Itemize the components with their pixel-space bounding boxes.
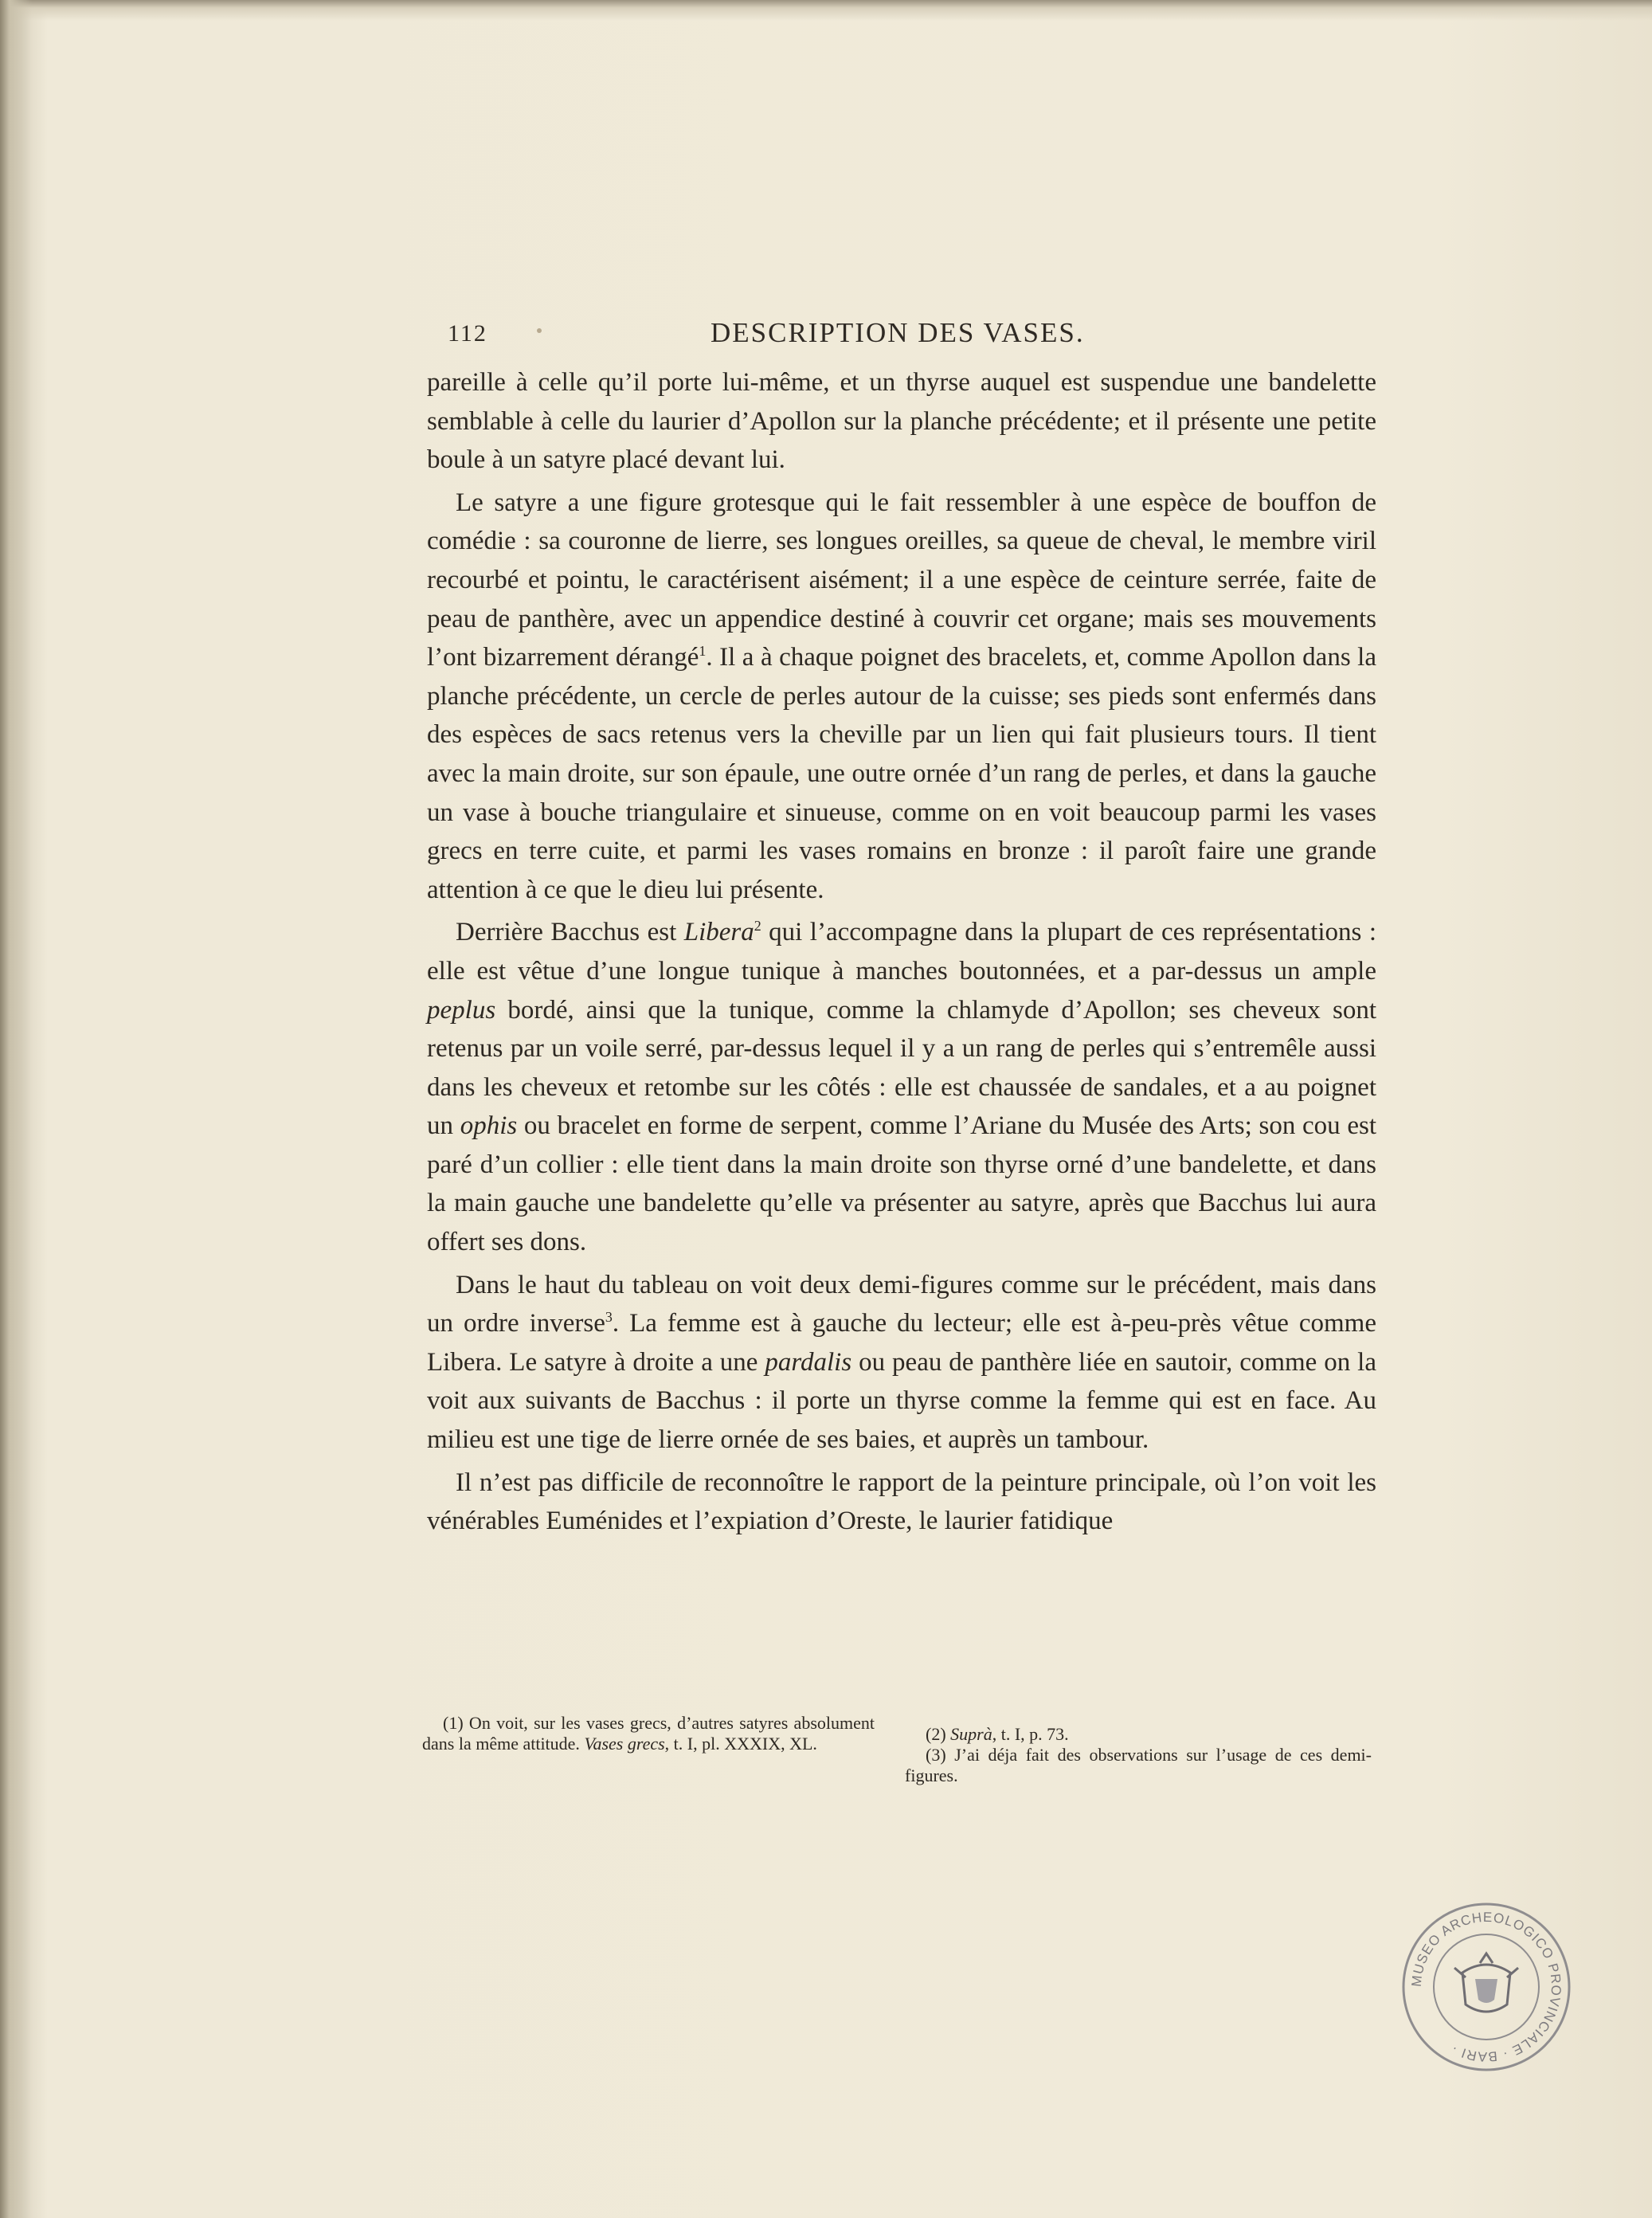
museum-stamp — [1399, 1899, 1574, 2075]
paragraph-4 — [427, 1266, 1376, 1460]
page-header — [448, 315, 1370, 355]
paragraph-1 — [427, 363, 1376, 480]
footnote-1 — [422, 1713, 875, 1754]
italic-peplus: peplus — [427, 995, 496, 1025]
footnote-1-italic: Vases grecs — [584, 1734, 665, 1754]
italic-ophis: ophis — [460, 1111, 518, 1141]
paragraph-2 — [427, 484, 1376, 910]
footnote-2-italic: Suprà — [950, 1724, 992, 1744]
footnote-3-text: (3) J’ai déja fait des observations sur l’usage de ces demi-figures. — [905, 1745, 1372, 1785]
footnote-ref-2: 2 — [754, 918, 761, 935]
paragraph-3-text-a: Derrière Bacchus est — [456, 918, 684, 947]
paragraph-3-text-d: ou bracelet en forme de serpent, comme l’Ariane du Musée des Arts; son cou est paré d’un collier : elle tient dans la main droite son thyrse orné d’une bandelette, et dans la main gauche une bandelette qu’elle va présenter au satyre, après que Bacchus lui aura offert ses dons. — [427, 1111, 1377, 1257]
footnote-2-text-a: (2) — [926, 1724, 951, 1744]
paragraph-3-text-c: bordé, ainsi que la tunique, comme la chlamyde d’Apollon; ses cheveux sont retenus par un voile serré, par-dessus lequel il y a un rang de perles qui s’entremêle aussi dans les cheveux et retombe sur les côtés : elle est chaussée de sandales, et a au poignet un — [427, 995, 1376, 1141]
footnotes-right-column — [905, 1724, 1372, 1786]
footnotes — [422, 1713, 1370, 1801]
italic-pardalis: pardalis — [765, 1347, 852, 1377]
body-text — [427, 363, 1376, 1545]
paragraph-4-text-b: . La femme est à gauche du lecteur; elle est à-peu-près vêtue comme Libera. Le satyre à droite a une — [427, 1309, 1376, 1377]
page-binding-edge — [0, 0, 32, 2218]
footnote-2-text-b: , t. I, p. 73. — [992, 1724, 1069, 1744]
paragraph-2-text-b: . Il a à chaque poignet des bracelets, et, comme Apollon dans la planche précédente, un cercle de perles autour de la cuisse; ses pieds sont enfermés dans des espèces de sacs retenus vers la cheville par un lien qui fait plusieurs tours. Il tient avec la main droite, sur son épaule, une outre ornée d’un rang de perles, et dans la gauche un vase à bouche triangulaire et sinueuse, comme on en voit beaucoup parmi les vases grecs en terre cuite, et parmi les vases romains en bronze : il paroît faire une grande attention à ce que le dieu lui présente. — [427, 643, 1376, 904]
footnote-1-text-a: (1) On voit, sur les vases grecs, d’autres satyres absolument dans la même attitude. — [422, 1713, 875, 1754]
footnote-ref-3: 3 — [605, 1309, 613, 1326]
paragraph-5-text: Il n’est pas difficile de reconnoître le rapport de la peinture principale, où l’on voit les vénérables Euménides et l’expiation d’Oreste, le laurier fatidique — [427, 1468, 1376, 1536]
italic-libera: Libera — [683, 918, 754, 947]
footnote-1-text-b: , t. I, pl. XXXIX, XL. — [664, 1734, 817, 1754]
paragraph-3-text-b: qui l’accompagne dans la plupart de ces représentations : elle est vêtue d’une longue tunique à manches boutonnées, et a par-dessus un ample — [427, 918, 1376, 986]
paragraph-2-text-a: Le satyre a une figure grotesque qui le fait ressembler à une espèce de bouffon de comédie : sa couronne de lierre, ses longues oreilles, sa queue de cheval, le membre viril recourbé et pointu, le caractérisent aisément; il a une espèce de ceinture serrée, faite de peau de panthère, avec un appendice destiné à couvrir cet organe; mais ses mouvements l’ont bizarrement dérangé — [427, 488, 1376, 672]
footnote-ref-1: 1 — [699, 643, 707, 660]
paragraph-4-text-c: ou peau de panthère liée en sautoir, comme on la voit aux suivants de Bacchus : il porte un thyrse comme la femme qui est en face. Au milieu est une tige de lierre ornée de ses baies, et auprès un tambour. — [427, 1347, 1376, 1455]
stamp-text: MUSEO ARCHEOLOGICO PROVINCIALE · BARI · — [1408, 1909, 1564, 2065]
footnotes-left-column — [422, 1713, 875, 1754]
dot-ornament — [537, 328, 542, 333]
paragraph-3 — [427, 913, 1376, 1261]
paragraph-4-text-a: Dans le haut du tableau on voit deux demi-figures comme sur le précédent, mais dans un ordre inverse — [427, 1270, 1376, 1338]
footnote-2 — [905, 1724, 1372, 1745]
running-title: DESCRIPTION DES VASES. — [711, 317, 1085, 348]
coat-of-arms-emblem — [1454, 1953, 1518, 2012]
footnote-3 — [905, 1745, 1372, 1786]
page-top-shadow — [0, 0, 1652, 21]
paragraph-5 — [427, 1464, 1376, 1541]
page-number: 112 — [448, 320, 487, 347]
paragraph-1-text: pareille à celle qu’il porte lui-même, et un thyrse auquel est suspendue une bandelette semblable à celle du laurier d’Apollon sur la planche précédente; et il présente une petite boule à un satyre placé devant lui. — [427, 368, 1376, 475]
